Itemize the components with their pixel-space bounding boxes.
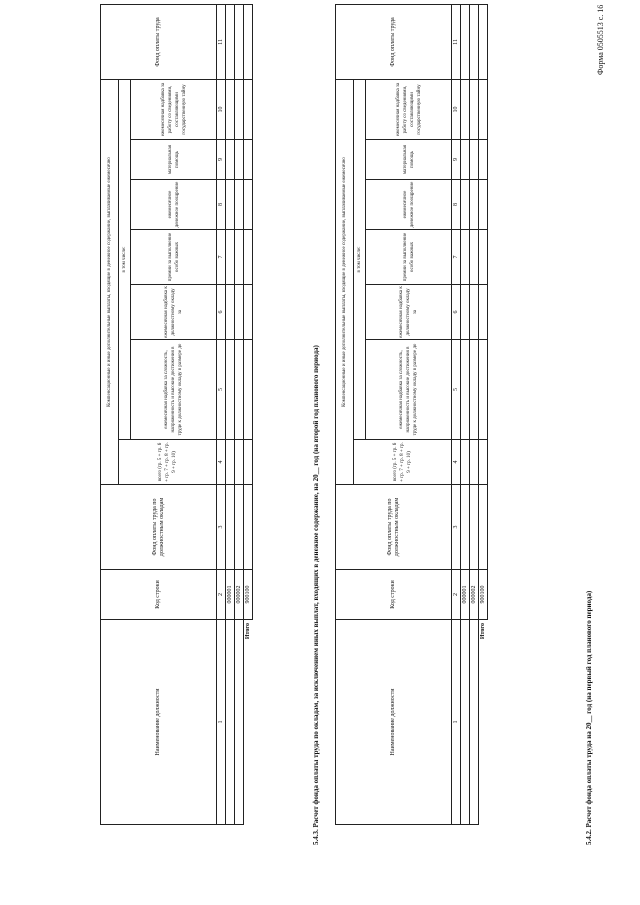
table-row-total [244,4,253,824]
cell[interactable] [461,140,470,180]
col-num: 11 [452,4,461,79]
col-num: 3 [217,485,226,570]
cell[interactable] [470,180,479,230]
cell[interactable] [461,485,470,570]
cell[interactable] [479,285,488,340]
col-num: 7 [452,230,461,285]
col-num: 6 [217,285,226,340]
col-header-fund-salary: Фонд оплаты труда по должностным окладам [336,485,452,570]
cell[interactable] [470,79,479,139]
col-header-9: материальная помощь [366,140,452,180]
cell[interactable] [226,180,235,230]
cell[interactable] [235,79,244,139]
cell[interactable] [244,230,253,285]
cell[interactable] [226,340,235,440]
col-header-name: Наименование должности [336,620,452,825]
col-header-code: Код строки [101,570,217,620]
col-header-5: ежемесячная надбавка за сложность, напряженность и высокие достижения в труде к должностному окладу в размере до [366,340,452,440]
cell[interactable] [470,340,479,440]
col-header-6: ежемесячная надбавка к должностному окладу за [131,285,217,340]
cell[interactable] [226,285,235,340]
cell[interactable] [470,485,479,570]
cell[interactable] [244,440,253,485]
total-label: Итого [479,623,486,640]
col-num: 3 [452,485,461,570]
col-num: 8 [217,180,226,230]
cell[interactable] [235,285,244,340]
col-num: 1 [217,620,226,825]
col-header-6: ежемесячная надбавка к должностному окладу за [366,285,452,340]
col-header-name: Наименование должности [101,620,217,825]
table-row [226,4,235,824]
cell[interactable] [244,285,253,340]
cell[interactable] [244,485,253,570]
cell[interactable] [235,230,244,285]
cell[interactable] [470,230,479,285]
cell[interactable] [244,4,253,79]
col-header-5: ежемесячная надбавка за сложность, напряженность и высокие достижения в труде к должностному окладу в размере до [131,340,217,440]
cell[interactable] [470,140,479,180]
col-header-total: всего (гр. 5 + гр. 6 + гр. 7 + гр. 8 + гр. 9 + гр. 10) [119,440,217,485]
cell-code: 000002 [470,570,479,620]
cell-name[interactable] [235,620,244,825]
table-row [461,4,470,824]
section-title-2: 5.4.3. Расчет фонда оплаты труда по окладам, за исключением иных выплат, входящих в денежное содержание, на 20__ год (на второй год планового периода) [312,345,320,845]
cell-code: 900100 [479,570,488,620]
cell[interactable] [461,4,470,79]
total-label: Итого [244,623,251,640]
cell[interactable] [235,440,244,485]
table-row-total [479,4,488,824]
cell[interactable] [479,340,488,440]
col-header-8: ежемесячное денежное поощрение [131,180,217,230]
column-numbers-row [452,4,461,824]
table-row [235,4,244,824]
cell[interactable] [479,79,488,139]
cell[interactable] [244,340,253,440]
col-header-7: премии за выполнение особо важных [131,230,217,285]
col-header-in-that: в том числе: [119,79,131,439]
col-header-total: всего (гр. 5 + гр. 6 + гр. 7 + гр. 8 + гр. 9 + гр. 10) [354,440,452,485]
cell[interactable] [461,285,470,340]
col-header-code: Код строки [336,570,452,620]
cell[interactable] [461,79,470,139]
col-header-comp-group: Компенсационные и иные дополнительные выплаты, входящие в денежное содержание, выплачиваемые ежемесячно [336,79,354,484]
cell[interactable] [235,140,244,180]
col-num: 11 [217,4,226,79]
cell[interactable] [470,4,479,79]
cell[interactable] [244,79,253,139]
col-header-7: премии за выполнение особо важных [366,230,452,285]
col-num: 5 [217,340,226,440]
cell-name[interactable] [470,620,479,825]
section-title-1: 5.4.2. Расчет фонда оплаты труда на 20__ год (на первый год планового периода) [585,590,593,845]
cell[interactable] [235,180,244,230]
col-header-comp-group: Компенсационные и иные дополнительные выплаты, входящие в денежное содержание, выплачиваемые ежемесячно [101,79,119,484]
cell-code: 000001 [461,570,470,620]
col-num: 7 [217,230,226,285]
col-header-10: ежемесячная надбавка за работу со сведениями, составляющими государственную тайну [131,79,217,139]
form-number: Форма 0505513 с. 16 [596,4,605,75]
col-num: 10 [217,79,226,139]
col-header-10: ежемесячная надбавка за работу со сведениями, составляющими государственную тайну [366,79,452,139]
col-num: 10 [452,79,461,139]
table-row [470,4,479,824]
cell[interactable] [461,440,470,485]
cell[interactable] [226,4,235,79]
col-num: 6 [452,285,461,340]
table-section-1 [335,4,488,825]
cell[interactable] [479,180,488,230]
col-header-in-that: в том числе: [354,79,366,439]
cell[interactable] [461,340,470,440]
col-num: 4 [217,440,226,485]
cell[interactable] [226,485,235,570]
col-header-9: материальная помощь [131,140,217,180]
col-num: 9 [452,140,461,180]
cell[interactable] [479,485,488,570]
cell[interactable] [235,340,244,440]
cell-name[interactable] [226,620,235,825]
cell-code: 000001 [226,570,235,620]
cell[interactable] [244,180,253,230]
cell[interactable] [479,140,488,180]
col-header-fund-total: Фонд оплаты труда [336,4,452,79]
column-numbers-row [217,4,226,824]
cell[interactable] [226,440,235,485]
col-header-fund-salary: Фонд оплаты труда по должностным окладам [101,485,217,570]
cell[interactable] [226,79,235,139]
cell-name[interactable] [461,620,470,825]
cell[interactable] [244,140,253,180]
cell[interactable] [479,230,488,285]
cell[interactable] [479,4,488,79]
col-num: 2 [452,570,461,620]
col-num: 1 [452,620,461,825]
cell[interactable] [470,440,479,485]
col-num: 2 [217,570,226,620]
cell[interactable] [235,485,244,570]
cell[interactable] [470,285,479,340]
table-section-2 [100,4,253,825]
col-header-8: ежемесячное денежное поощрение [366,180,452,230]
col-num: 5 [452,340,461,440]
col-num: 4 [452,440,461,485]
cell[interactable] [461,230,470,285]
cell[interactable] [479,440,488,485]
col-num: 8 [452,180,461,230]
col-header-fund-total: Фонд оплаты труда [101,4,217,79]
col-num: 9 [217,140,226,180]
cell[interactable] [226,140,235,180]
cell[interactable] [235,4,244,79]
cell[interactable] [226,230,235,285]
cell-code: 900100 [244,570,253,620]
cell[interactable] [461,180,470,230]
cell-code: 000002 [235,570,244,620]
